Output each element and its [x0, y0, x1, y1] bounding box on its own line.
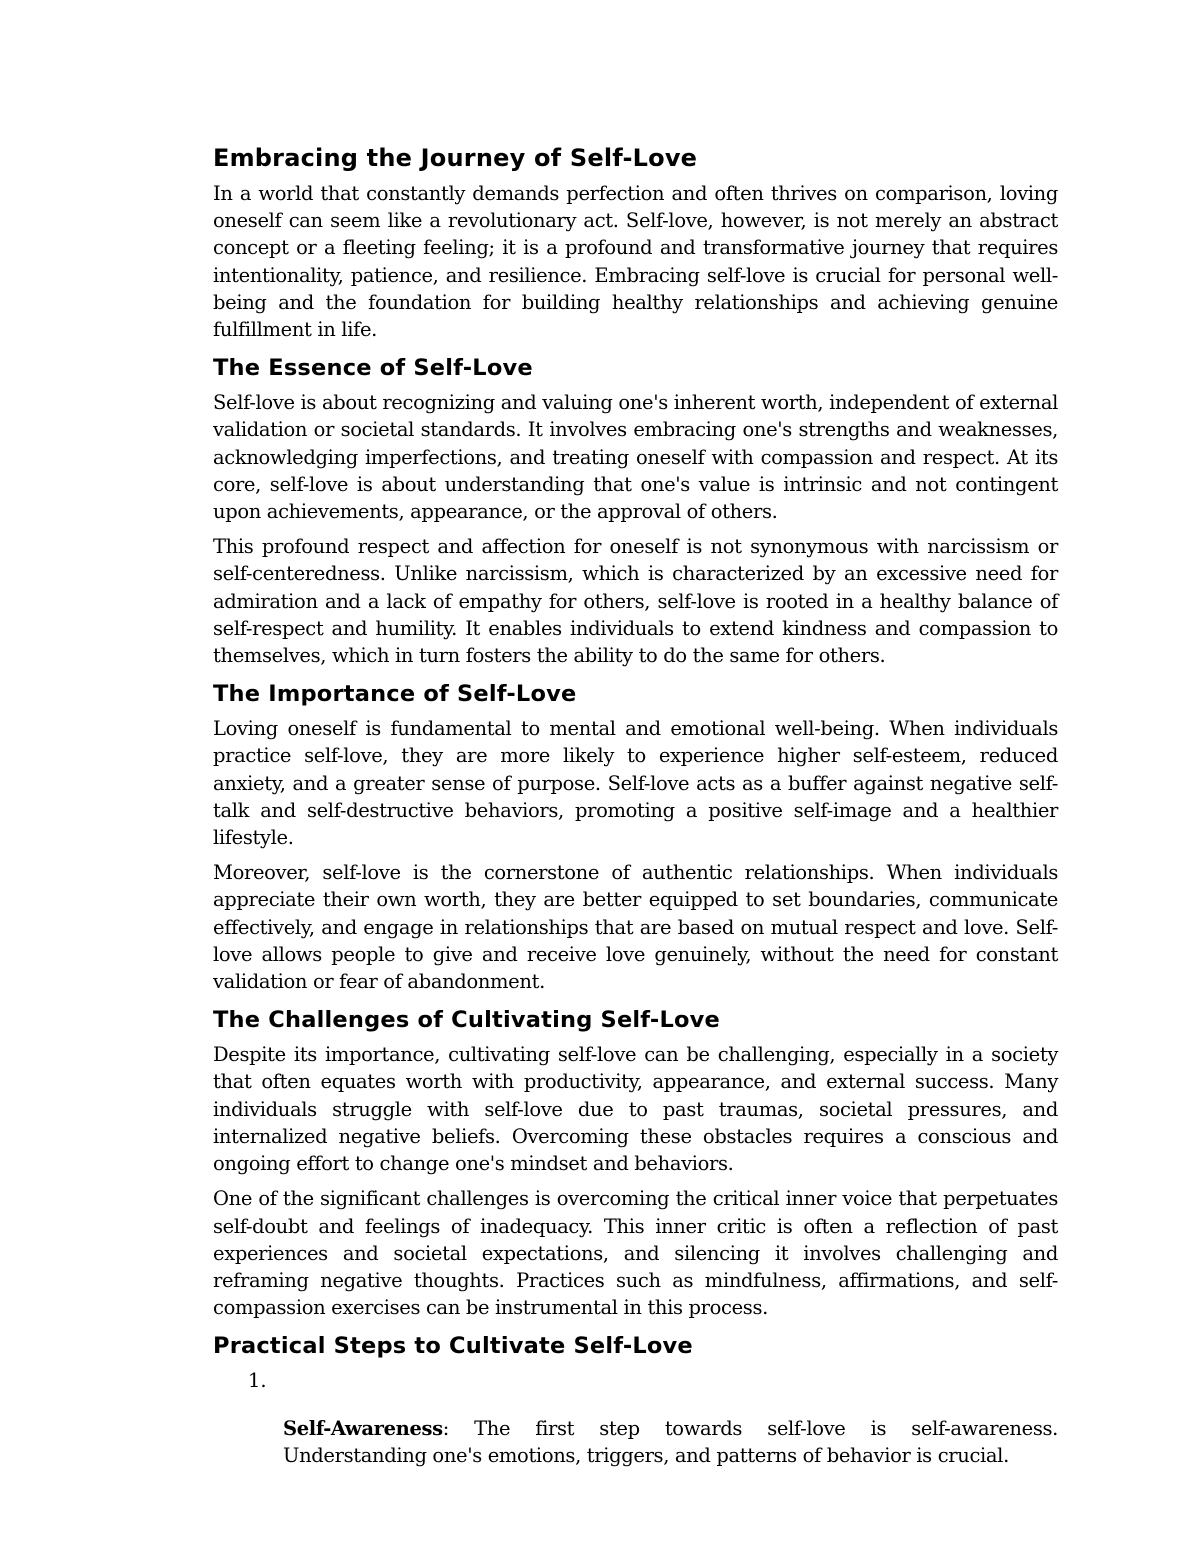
section-heading-essence: The Essence of Self-Love [213, 355, 533, 382]
list-item-text [283, 1415, 1058, 1469]
challenges-paragraph-1: Despite its importance, cultivating self-love can be challenging, especially in a society that often equates worth with productivity, appearance, and external success. Many individuals struggle with self-love due to past traumas, societal pressures, and internalized negative beliefs. Overcoming these obstacles requires a conscious and ongoing effort to change one's mindset and behaviors. [213, 1043, 1058, 1176]
importance-paragraph-2: Moreover, self-love is the cornerstone of authentic relationships. When individuals appreciate their own worth, they are better equipped to set boundaries, communicate effectively, and engage in relationships that are based on mutual respect and love. Self-love allows people to give and receive love genuinely, without the need for constant validation or fear of abandonment. [213, 861, 1058, 994]
document-title: Embracing the Journey of Self-Love [213, 144, 698, 172]
list-item-body: : The first step towards self-love is self-awareness. Understanding one's emotions, triggers, and patterns of behavior is crucial. [283, 1416, 1058, 1467]
intro-paragraph: In a world that constantly demands perfection and often thrives on comparison, loving oneself can seem like a revolutionary act. Self-love, however, is not merely an abstract concept or a fleeting feeling; it is a profound and transformative journey that requires intentionality, patience, and resilience. Embracing self-love is crucial for personal well-being and the foundation for building healthy relationships and achieving genuine fulfillment in life. [213, 182, 1058, 342]
document-page [213, 140, 1058, 1469]
steps-list [213, 1367, 1058, 1469]
section-heading-challenges: The Challenges of Cultivating Self-Love [213, 1007, 720, 1034]
list-item-term: Self-Awareness [283, 1416, 443, 1440]
importance-paragraph-1: Loving oneself is fundamental to mental and emotional well-being. When individuals practice self-love, they are more likely to experience higher self-esteem, reduced anxiety, and a greater sense of purpose. Self-love acts as a buffer against negative self-talk and self-destructive behaviors, promoting a positive self-image and a healthier lifestyle. [213, 717, 1058, 850]
section-heading-practical-steps: Practical Steps to Cultivate Self-Love [213, 1333, 693, 1360]
essence-paragraph-2: This profound respect and affection for oneself is not synonymous with narcissism or self-centeredness. Unlike narcissism, which is characterized by an excessive need for admiration and a lack of empathy for others, self-love is rooted in a healthy balance of self-respect and humility. It enables individuals to extend kindness and compassion to themselves, which in turn fosters the ability to do the same for others. [213, 535, 1058, 668]
section-heading-importance: The Importance of Self-Love [213, 681, 577, 708]
challenges-paragraph-2: One of the significant challenges is overcoming the critical inner voice that perpetuates self-doubt and feelings of inadequacy. This inner critic is often a reflection of past experiences and societal expectations, and silencing it involves challenging and reframing negative thoughts. Practices such as mindfulness, affirmations, and self-compassion exercises can be instrumental in this process. [213, 1187, 1058, 1320]
essence-paragraph-1: Self-love is about recognizing and valuing one's inherent worth, independent of external validation or societal standards. It involves embracing one's strengths and weaknesses, acknowledging imperfections, and treating oneself with compassion and respect. At its core, self-love is about understanding that one's value is intrinsic and not contingent upon achievements, appearance, or the approval of others. [213, 391, 1058, 524]
list-item-number: 1. [248, 1369, 267, 1393]
list-item [213, 1367, 1058, 1469]
